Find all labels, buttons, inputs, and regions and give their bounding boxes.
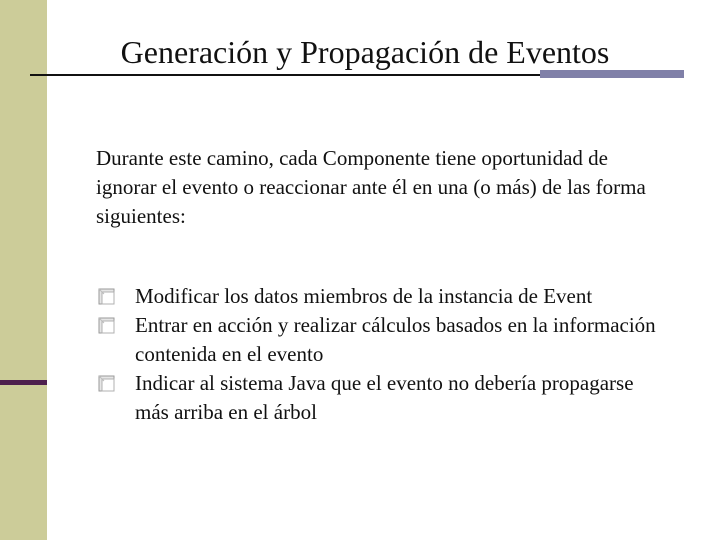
page-bullet-icon [98, 288, 115, 305]
left-sidebar-decoration [0, 0, 47, 540]
sidebar-accent-bar [0, 380, 47, 385]
page-bullet-icon [98, 317, 115, 334]
page-bullet-icon [98, 375, 115, 392]
bullet-item [98, 369, 658, 427]
title-accent-box [540, 70, 684, 78]
bullet-item [98, 311, 658, 369]
bullet-text: Modificar los datos miembros de la instancia de Event [135, 284, 593, 308]
title-underline [30, 74, 542, 76]
bullet-list [98, 282, 658, 427]
intro-paragraph: Durante este camino, cada Componente tiene oportunidad de ignorar el evento o reaccionar ante él en una (o más) de las forma siguientes: [96, 146, 646, 228]
bullet-text: Entrar en acción y realizar cálculos basados en la información contenida en el evento [135, 313, 656, 366]
bullet-text: Indicar al sistema Java que el evento no debería propagarse más arriba en el árbol [135, 371, 634, 424]
slide-title: Generación y Propagación de Eventos [120, 34, 610, 70]
bullet-item [98, 282, 658, 311]
